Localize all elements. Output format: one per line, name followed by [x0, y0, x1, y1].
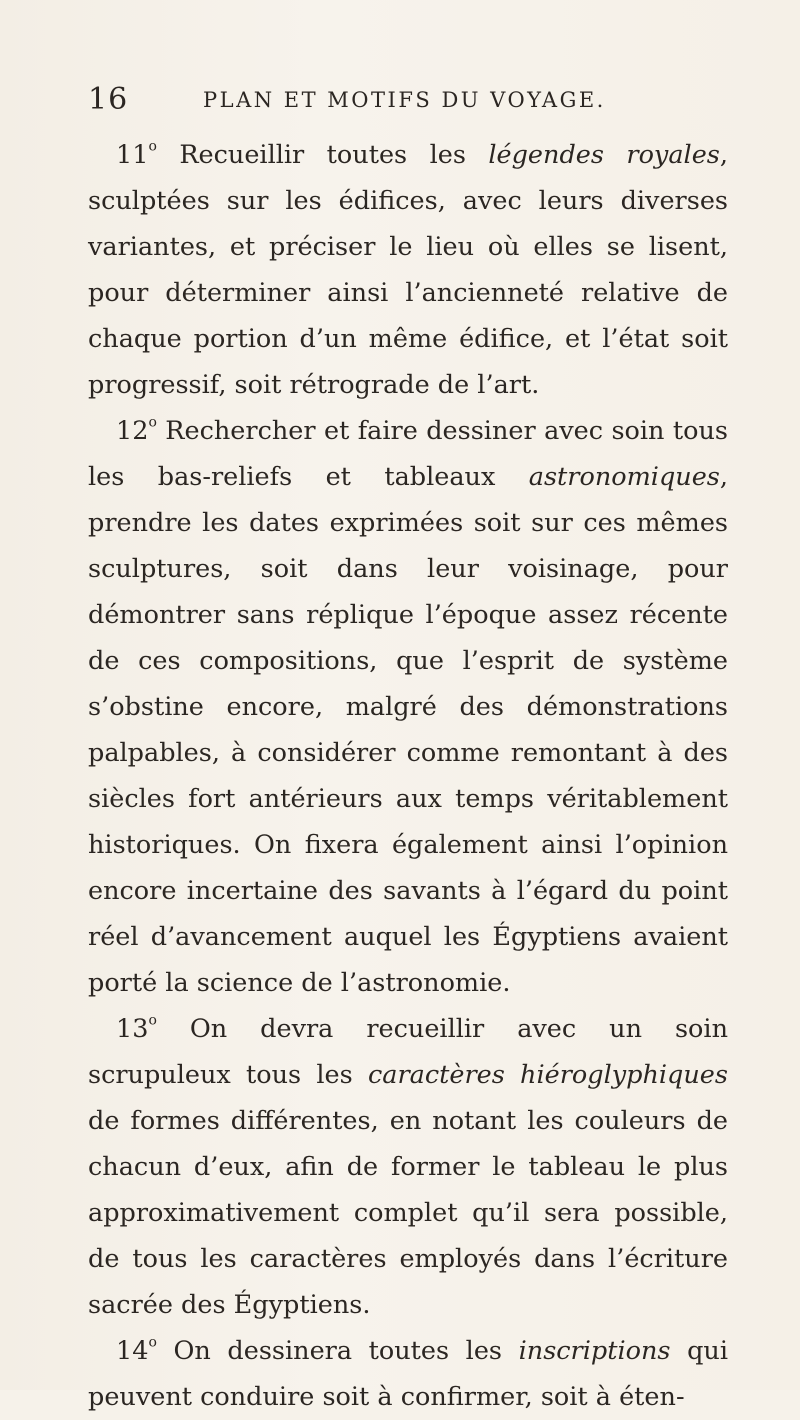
- italic-term: inscriptions: [518, 1336, 671, 1366]
- degree-mark: o: [148, 1012, 157, 1029]
- paragraph-text: qui peuvent conduire soit à confirmer, soit à éten-: [88, 1336, 728, 1412]
- item-number: 11: [116, 140, 149, 170]
- item-number: 12: [116, 416, 149, 446]
- running-head: PLAN ET MOTIFS DU VOYAGE.: [203, 88, 606, 112]
- italic-term: astronomiques: [528, 462, 720, 492]
- paragraph-text: , sculptées sur les édifices, avec leurs diverses variantes, et préciser le lieu où elles se lisent, pour déterminer ainsi l’ancienneté relative de chaque portion d’un même édifice, et l’état soit progressif, soit rétrograde de l’art.: [88, 140, 728, 400]
- paragraph-text: Rechercher et faire dessiner avec soin tous les bas-reliefs et tableaux: [88, 416, 728, 492]
- degree-mark: o: [148, 1334, 157, 1351]
- degree-mark: o: [148, 138, 157, 155]
- paragraph-text: Recueillir toutes les: [156, 140, 489, 170]
- item-number: 13: [116, 1014, 149, 1044]
- paragraph-text: , prendre les dates exprimées soit sur ces mêmes sculptures, soit dans leur voisinage, pour démontrer sans réplique l’époque assez récente de ces compositions, que l’esprit de système s’obstine encore, malgré des démonstrations palpables, à considérer comme remontant à des siècles fort antérieurs aux temps véritablement historiques. On fixera également ainsi l’opinion encore incertaine des savants à l’égard du point réel d’avancement auquel les Égyptiens avaient porté la science de l’astronomie.: [88, 462, 728, 998]
- degree-mark: o: [148, 414, 157, 431]
- paragraph-text: On devra recueillir avec un soin scrupuleux tous les: [88, 1014, 728, 1090]
- paragraph-item-11: [88, 132, 728, 408]
- paragraph-item-14: [88, 1328, 728, 1420]
- paragraph-item-12: [88, 408, 728, 1006]
- italic-term: caractères hiéroglyphiques: [367, 1060, 728, 1090]
- page-body: [88, 132, 728, 1420]
- page-header: [88, 82, 728, 122]
- paragraph-item-13: [88, 1006, 728, 1328]
- item-number: 14: [116, 1336, 149, 1366]
- paragraph-text: On dessinera toutes les: [156, 1336, 519, 1366]
- page-number: 16: [88, 82, 129, 117]
- italic-term: légendes royales: [488, 140, 720, 170]
- paragraph-text: de formes différentes, en notant les couleurs de chacun d’eux, afin de former le tableau le plus approximativement complet qu’il sera possible, de tous les caractères employés dans l’écriture sacrée des Égyptiens.: [88, 1106, 728, 1320]
